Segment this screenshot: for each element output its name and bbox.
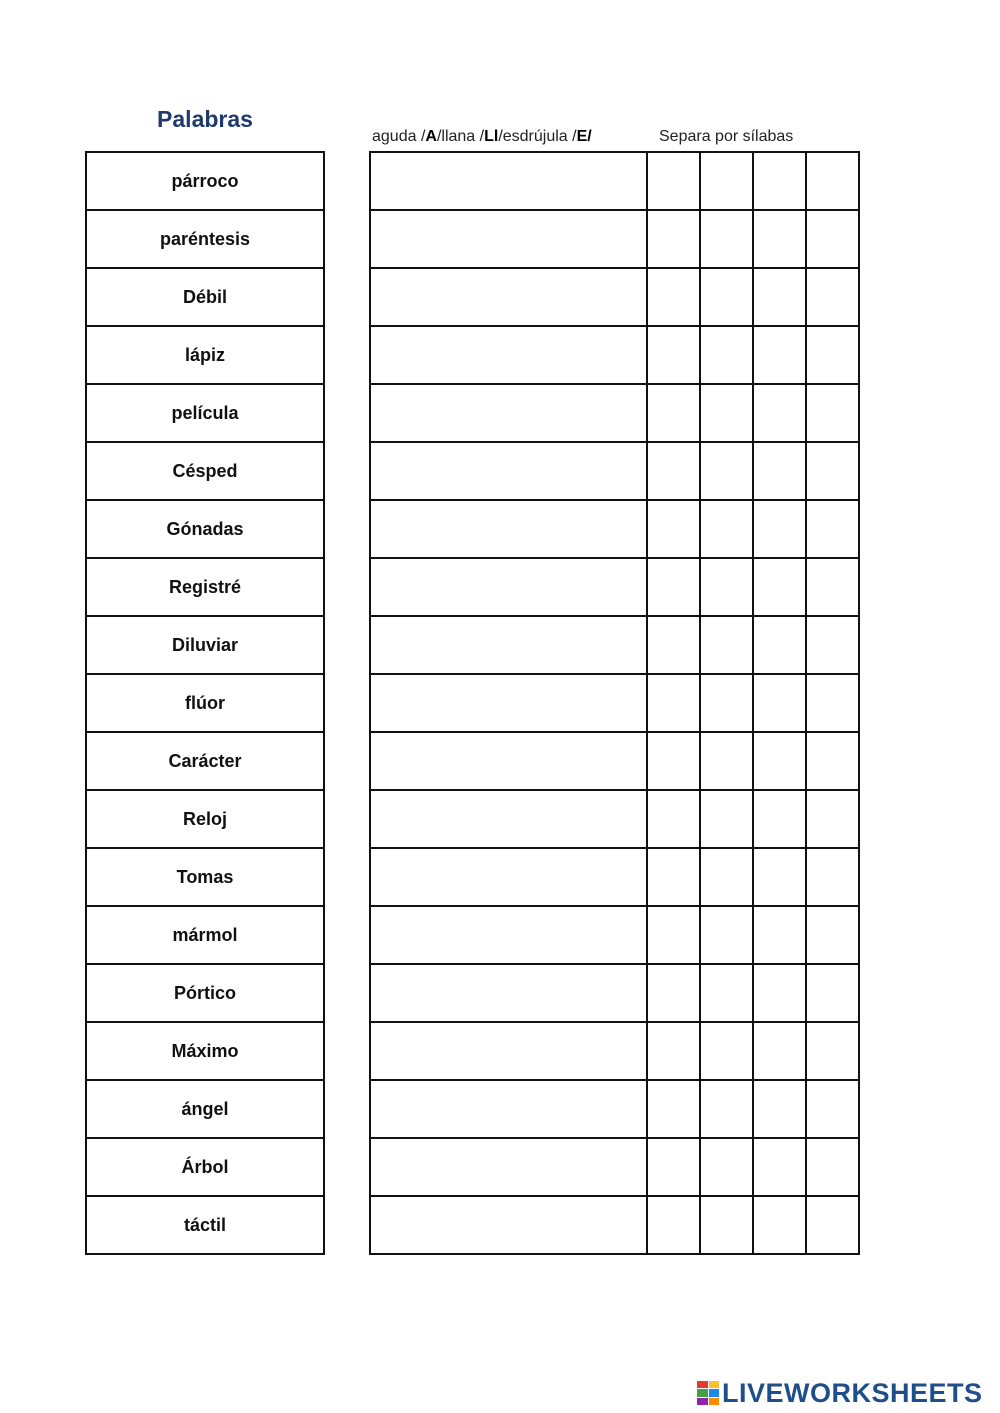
word-row bbox=[86, 1022, 324, 1080]
syllable-answer-box[interactable] bbox=[753, 732, 806, 790]
answer-row bbox=[370, 732, 859, 790]
logo-square bbox=[709, 1381, 720, 1388]
word-row bbox=[86, 906, 324, 964]
word-type-answer-box[interactable] bbox=[370, 790, 647, 848]
answer-row bbox=[370, 674, 859, 732]
syllable-answer-box[interactable] bbox=[806, 1022, 859, 1080]
syllable-answer-box[interactable] bbox=[753, 268, 806, 326]
syllable-answer-box[interactable] bbox=[806, 268, 859, 326]
syllable-answer-box[interactable] bbox=[806, 964, 859, 1022]
word-row bbox=[86, 1138, 324, 1196]
logo-square bbox=[697, 1381, 708, 1388]
logo-text: LIVEWORKSHEETS bbox=[722, 1377, 983, 1408]
syllable-answer-box[interactable] bbox=[647, 906, 700, 964]
word-cell: Reloj bbox=[86, 790, 324, 848]
word-cell: Césped bbox=[86, 442, 324, 500]
answer-row bbox=[370, 558, 859, 616]
answer-row bbox=[370, 616, 859, 674]
syllable-answer-box[interactable] bbox=[700, 1080, 753, 1138]
word-row bbox=[86, 964, 324, 1022]
header-part: /esdrújula / bbox=[498, 128, 577, 145]
syllable-answer-box[interactable] bbox=[700, 964, 753, 1022]
answers-table bbox=[369, 151, 860, 1255]
syllable-answer-box[interactable] bbox=[806, 442, 859, 500]
syllable-answer-box[interactable] bbox=[700, 558, 753, 616]
word-row bbox=[86, 500, 324, 558]
syllable-answer-box[interactable] bbox=[700, 384, 753, 442]
syllable-answer-box[interactable] bbox=[753, 1138, 806, 1196]
word-cell: ángel bbox=[86, 1080, 324, 1138]
syllable-answer-box[interactable] bbox=[753, 964, 806, 1022]
word-row bbox=[86, 790, 324, 848]
syllable-answer-box[interactable] bbox=[700, 1196, 753, 1254]
syllable-answer-box[interactable] bbox=[647, 848, 700, 906]
word-cell: Carácter bbox=[86, 732, 324, 790]
logo-square bbox=[709, 1389, 720, 1396]
column-header-syllables: Separa por sílabas bbox=[659, 128, 794, 145]
word-type-answer-box[interactable] bbox=[370, 848, 647, 906]
word-cell: Registré bbox=[86, 558, 324, 616]
syllable-answer-box[interactable] bbox=[700, 616, 753, 674]
word-type-answer-box[interactable] bbox=[370, 616, 647, 674]
syllable-answer-box[interactable] bbox=[647, 442, 700, 500]
word-type-answer-box[interactable] bbox=[370, 442, 647, 500]
answer-row bbox=[370, 1196, 859, 1254]
answer-row bbox=[370, 848, 859, 906]
syllable-answer-box[interactable] bbox=[753, 906, 806, 964]
syllable-answer-box[interactable] bbox=[806, 384, 859, 442]
header-part: E/ bbox=[576, 128, 592, 145]
word-type-answer-box[interactable] bbox=[370, 732, 647, 790]
syllable-answer-box[interactable] bbox=[753, 326, 806, 384]
word-cell: película bbox=[86, 384, 324, 442]
syllable-answer-box[interactable] bbox=[753, 500, 806, 558]
syllable-answer-box[interactable] bbox=[806, 616, 859, 674]
syllable-answer-box[interactable] bbox=[753, 848, 806, 906]
syllable-answer-box[interactable] bbox=[753, 384, 806, 442]
word-cell: lápiz bbox=[86, 326, 324, 384]
syllable-answer-box[interactable] bbox=[647, 1196, 700, 1254]
syllable-answer-box[interactable] bbox=[647, 326, 700, 384]
syllable-answer-box[interactable] bbox=[700, 1138, 753, 1196]
answer-row bbox=[370, 442, 859, 500]
syllable-answer-box[interactable] bbox=[753, 674, 806, 732]
syllable-answer-box[interactable] bbox=[700, 732, 753, 790]
word-type-answer-box[interactable] bbox=[370, 674, 647, 732]
syllable-answer-box[interactable] bbox=[806, 1080, 859, 1138]
word-type-answer-box[interactable] bbox=[370, 1022, 647, 1080]
logo-square bbox=[709, 1398, 720, 1405]
syllable-answer-box[interactable] bbox=[700, 790, 753, 848]
column-header-word-type bbox=[372, 128, 592, 146]
syllable-answer-box[interactable] bbox=[753, 1080, 806, 1138]
word-type-answer-box[interactable] bbox=[370, 1138, 647, 1196]
word-cell: mármol bbox=[86, 906, 324, 964]
word-row bbox=[86, 326, 324, 384]
syllable-answer-box[interactable] bbox=[647, 964, 700, 1022]
syllable-answer-box[interactable] bbox=[700, 674, 753, 732]
word-type-answer-box[interactable] bbox=[370, 1080, 647, 1138]
word-row bbox=[86, 268, 324, 326]
syllable-answer-box[interactable] bbox=[647, 674, 700, 732]
syllable-answer-box[interactable] bbox=[806, 674, 859, 732]
syllable-answer-box[interactable] bbox=[806, 732, 859, 790]
syllable-answer-box[interactable] bbox=[647, 1138, 700, 1196]
word-type-answer-box[interactable] bbox=[370, 906, 647, 964]
answer-row bbox=[370, 500, 859, 558]
word-row bbox=[86, 558, 324, 616]
answer-row bbox=[370, 790, 859, 848]
word-row bbox=[86, 442, 324, 500]
word-cell: Débil bbox=[86, 268, 324, 326]
word-row bbox=[86, 616, 324, 674]
syllable-answer-box[interactable] bbox=[753, 1196, 806, 1254]
word-type-answer-box[interactable] bbox=[370, 964, 647, 1022]
syllable-answer-box[interactable] bbox=[700, 326, 753, 384]
syllable-answer-box[interactable] bbox=[700, 210, 753, 268]
word-cell: Gónadas bbox=[86, 500, 324, 558]
syllable-answer-box[interactable] bbox=[647, 1022, 700, 1080]
syllable-answer-box[interactable] bbox=[753, 790, 806, 848]
answer-row bbox=[370, 1022, 859, 1080]
page-title: Palabras bbox=[157, 106, 253, 132]
answer-row bbox=[370, 152, 859, 210]
answer-row bbox=[370, 210, 859, 268]
word-cell: Máximo bbox=[86, 1022, 324, 1080]
word-cell: flúor bbox=[86, 674, 324, 732]
logo-square bbox=[697, 1389, 708, 1396]
syllable-answer-box[interactable] bbox=[647, 732, 700, 790]
syllable-answer-box[interactable] bbox=[806, 326, 859, 384]
word-row bbox=[86, 384, 324, 442]
syllable-answer-box[interactable] bbox=[647, 1080, 700, 1138]
answer-row bbox=[370, 384, 859, 442]
word-cell: táctil bbox=[86, 1196, 324, 1254]
word-row bbox=[86, 732, 324, 790]
header-part: /llana / bbox=[436, 128, 485, 145]
header-part: Ll bbox=[484, 128, 499, 145]
syllable-answer-box[interactable] bbox=[753, 616, 806, 674]
syllable-answer-box[interactable] bbox=[753, 442, 806, 500]
syllable-answer-box[interactable] bbox=[647, 152, 700, 210]
answer-row bbox=[370, 326, 859, 384]
syllable-answer-box[interactable] bbox=[806, 210, 859, 268]
word-type-answer-box[interactable] bbox=[370, 1196, 647, 1254]
syllable-answer-box[interactable] bbox=[806, 1138, 859, 1196]
words-table bbox=[85, 151, 325, 1255]
word-row bbox=[86, 1080, 324, 1138]
syllable-answer-box[interactable] bbox=[647, 500, 700, 558]
word-cell: Árbol bbox=[86, 1138, 324, 1196]
answer-row bbox=[370, 906, 859, 964]
word-cell: párroco bbox=[86, 152, 324, 210]
word-cell: paréntesis bbox=[86, 210, 324, 268]
word-type-answer-box[interactable] bbox=[370, 152, 647, 210]
syllable-answer-box[interactable] bbox=[753, 210, 806, 268]
logo-square bbox=[697, 1398, 708, 1405]
syllable-answer-box[interactable] bbox=[647, 790, 700, 848]
header-part: A bbox=[425, 128, 437, 145]
liveworksheets-logo bbox=[697, 1378, 983, 1408]
syllable-answer-box[interactable] bbox=[806, 1196, 859, 1254]
syllable-answer-box[interactable] bbox=[806, 790, 859, 848]
syllable-answer-box[interactable] bbox=[647, 616, 700, 674]
syllable-answer-box[interactable] bbox=[700, 268, 753, 326]
word-type-answer-box[interactable] bbox=[370, 558, 647, 616]
syllable-answer-box[interactable] bbox=[753, 1022, 806, 1080]
syllable-answer-box[interactable] bbox=[647, 210, 700, 268]
syllable-answer-box[interactable] bbox=[806, 500, 859, 558]
word-type-answer-box[interactable] bbox=[370, 210, 647, 268]
answer-row bbox=[370, 964, 859, 1022]
syllable-answer-box[interactable] bbox=[700, 500, 753, 558]
syllable-answer-box[interactable] bbox=[647, 384, 700, 442]
syllable-answer-box[interactable] bbox=[700, 152, 753, 210]
word-cell: Diluviar bbox=[86, 616, 324, 674]
word-cell: Tomas bbox=[86, 848, 324, 906]
word-row bbox=[86, 210, 324, 268]
word-row bbox=[86, 848, 324, 906]
syllable-answer-box[interactable] bbox=[806, 152, 859, 210]
word-row bbox=[86, 674, 324, 732]
header-part: aguda / bbox=[372, 128, 426, 145]
word-row bbox=[86, 152, 324, 210]
word-type-answer-box[interactable] bbox=[370, 268, 647, 326]
answer-row bbox=[370, 1138, 859, 1196]
syllable-answer-box[interactable] bbox=[806, 558, 859, 616]
syllable-answer-box[interactable] bbox=[647, 268, 700, 326]
syllable-answer-box[interactable] bbox=[753, 558, 806, 616]
logo-icon bbox=[697, 1381, 719, 1405]
syllable-answer-box[interactable] bbox=[700, 906, 753, 964]
answer-row bbox=[370, 1080, 859, 1138]
syllable-answer-box[interactable] bbox=[647, 558, 700, 616]
word-type-answer-box[interactable] bbox=[370, 326, 647, 384]
word-type-answer-box[interactable] bbox=[370, 384, 647, 442]
answer-row bbox=[370, 268, 859, 326]
syllable-answer-box[interactable] bbox=[753, 152, 806, 210]
syllable-answer-box[interactable] bbox=[806, 848, 859, 906]
word-cell: Pórtico bbox=[86, 964, 324, 1022]
syllable-answer-box[interactable] bbox=[806, 906, 859, 964]
word-type-answer-box[interactable] bbox=[370, 500, 647, 558]
word-row bbox=[86, 1196, 324, 1254]
syllable-answer-box[interactable] bbox=[700, 848, 753, 906]
syllable-answer-box[interactable] bbox=[700, 442, 753, 500]
syllable-answer-box[interactable] bbox=[700, 1022, 753, 1080]
